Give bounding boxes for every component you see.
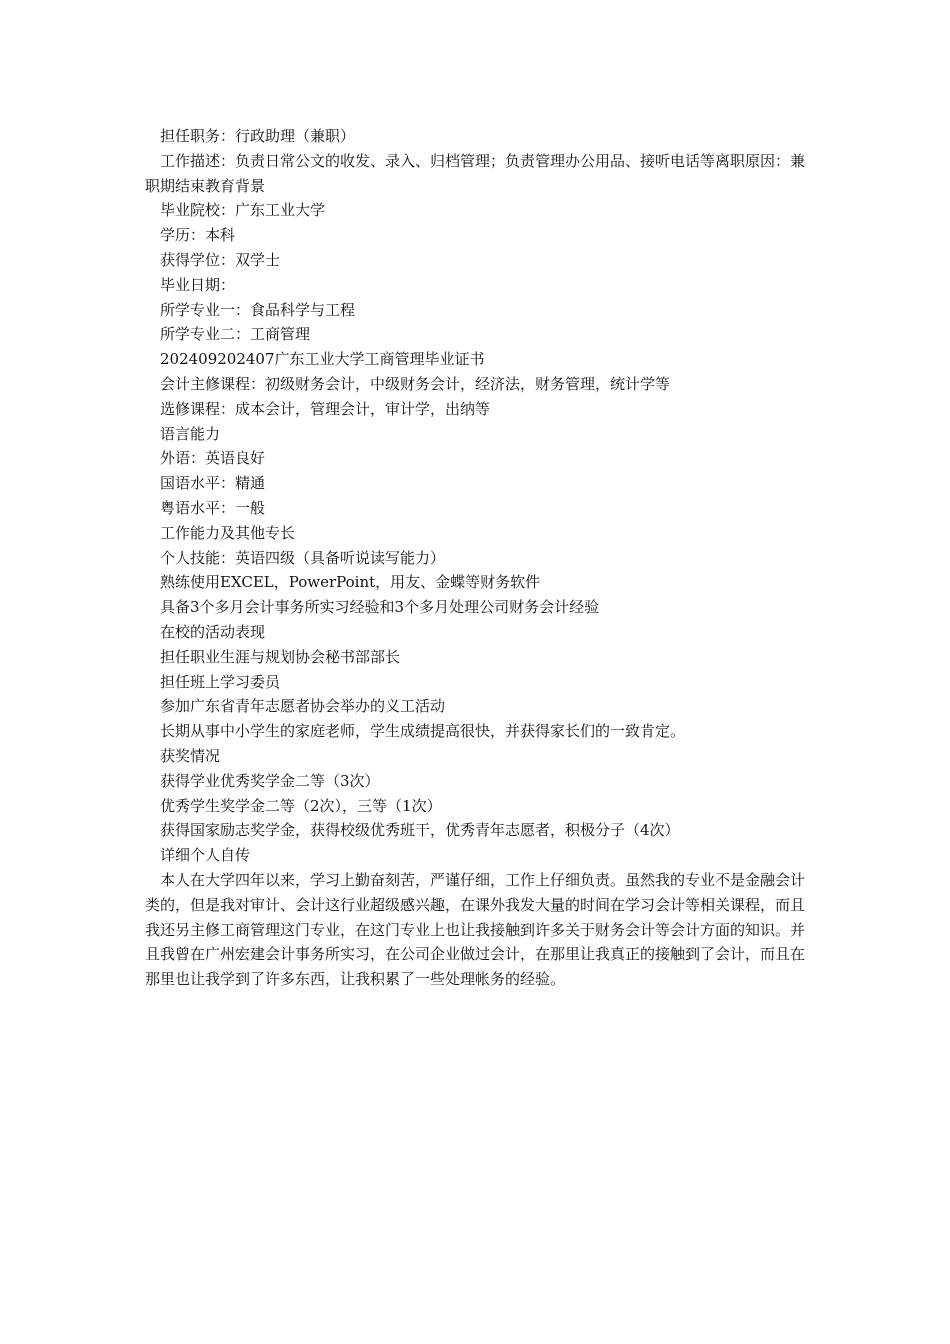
personal-skill-line: 个人技能：英语四级（具备听说读写能力） [160,548,446,567]
degree-level-line: 学历：本科 [160,226,236,245]
school-line: 毕业院校：广东工业大学 [160,201,326,220]
autobiography-heading: 详细个人自传 [160,846,251,865]
mandarin-line: 国语水平：精通 [160,474,266,493]
document-body [145,124,805,992]
job-description-paragraph: 工作描述：负责日常公文的收发、录入、归档管理；负责管理办公用品、接听电话等离职原因：兼职期结束教育背景 [145,151,806,195]
activity-line-1: 担任职业生涯与规划协会秘书部部长 [160,647,401,666]
award-line-3: 获得国家励志奖学金，获得校级优秀班干，优秀青年志愿者，积极分子（4次） [160,821,680,840]
elective-courses-line: 选修课程：成本会计，管理会计，审计学，出纳等 [160,399,491,418]
awards-heading: 获奖情况 [160,746,221,765]
major-two-line: 所学专业二：工商管理 [160,325,311,344]
foreign-language-line: 外语：英语良好 [160,449,266,468]
activity-line-3: 参加广东省青年志愿者协会举办的义工活动 [160,697,446,716]
certificate-line: 202409202407广东工业大学工商管理毕业证书 [160,350,485,369]
major-one-line: 所学专业一：食品科学与工程 [160,300,356,319]
software-skill-line: 熟练使用EXCEL，PowerPoint，用友、金蝶等财务软件 [160,573,541,592]
graduation-date-line: 毕业日期： [160,275,236,294]
position-line: 担任职务：行政助理（兼职） [160,127,356,145]
degree-obtained-line: 获得学位：双学士 [160,250,281,269]
core-courses-line: 会计主修课程：初级财务会计，中级财务会计，经济法，财务管理，统计学等 [160,374,671,393]
campus-activities-heading: 在校的活动表现 [160,622,266,641]
award-line-2: 优秀学生奖学金二等（2次），三等（1次） [160,796,442,815]
language-heading: 语言能力 [160,424,221,443]
activity-line-2: 担任班上学习委员 [160,672,281,691]
award-line-1: 获得学业优秀奖学金二等（3次） [160,771,380,790]
activity-line-4: 长期从事中小学生的家庭老师，学生成绩提高很快，并获得家长们的一致肯定。 [160,722,686,741]
autobiography-paragraph: 本人在大学四年以来，学习上勤奋刻苦，严谨仔细，工作上仔细负责。虽然我的专业不是金融会计类的，但是我对审计、会计这行业超级感兴趣，在课外我发大量的时间在学习会计等相关课程，而且我还另主修工商管理这门专业，在这门专业上也让我接触到许多关于财务会计等会计方面的知识。并且我曾在广州宏建会计事务所实习，在公司企业做过会计，在那里让我真正的接触到了会计，而且在那里也让我学到了许多东西，让我积累了一些处理帐务的经验。 [145,870,806,989]
cantonese-line: 粤语水平：一般 [160,498,266,517]
experience-line: 具备3个多月会计事务所实习经验和3个多月处理公司财务会计经验 [160,598,600,617]
skills-heading: 工作能力及其他专长 [160,523,296,542]
